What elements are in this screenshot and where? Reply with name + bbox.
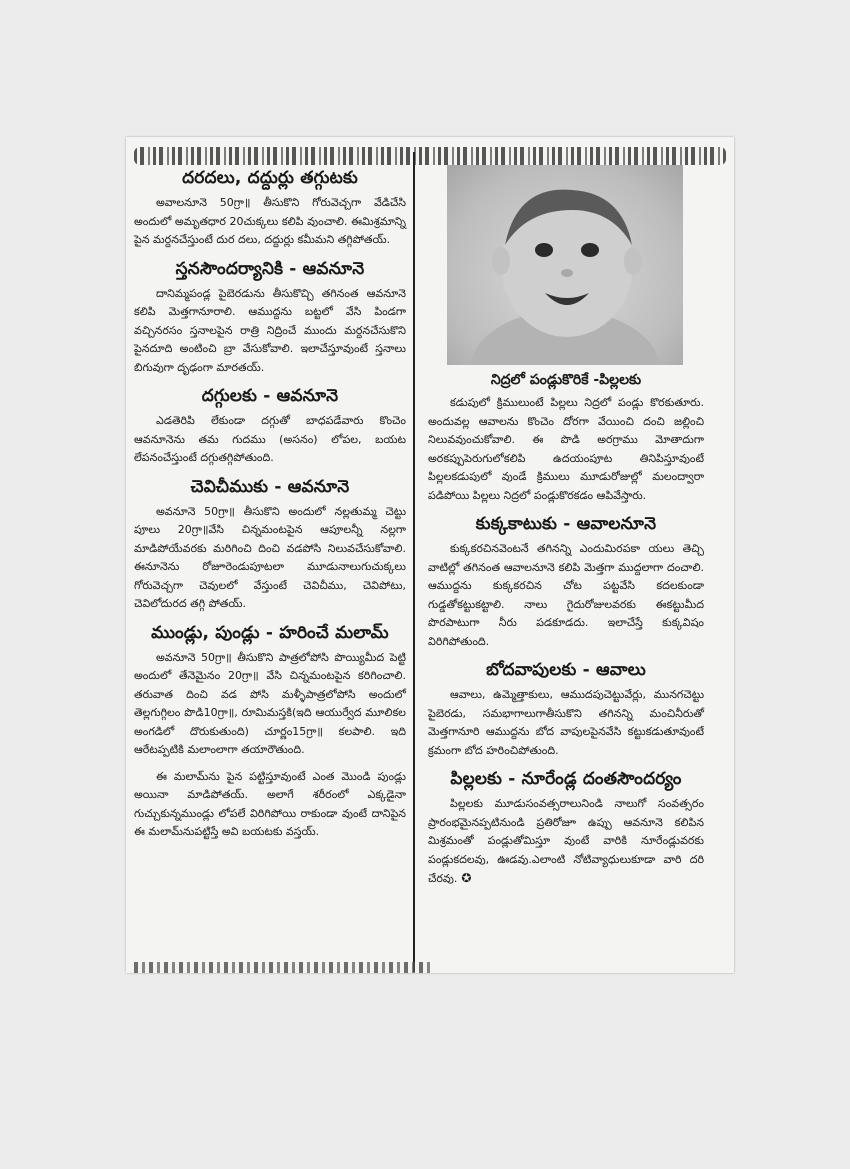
- left-column: [134, 167, 406, 850]
- heading-ear: చెవిచీముకు - ఆవనూనె: [190, 476, 350, 497]
- heading-breast: స్తనసౌందర్యానికి - ఆవనూనె: [175, 258, 365, 279]
- heading-dog-bite: కుక్కకాటుకు - ఆవాలనూనె: [475, 514, 657, 534]
- heading-elephantiasis: బోదవాపులకు - ఆవాలు: [486, 660, 646, 680]
- body-ointment-2: ఈ మలామ్‌ను పైన పట్టిస్తూవుంటే ఎంత మొండి పుండ్లు అయినా మాడిపోతయ్. అలాగే శరీరంలో ఎక్కడైనా గుచ్చుకున్నముండ్లు లోపలే విరిగిపోయి రాకుండా వుంటే దానిపైన ఈ మలామ్‌నుపట్టిస్తే అవి బయటకు వస్తయ్.: [134, 769, 406, 838]
- decorative-top-border: [134, 147, 726, 165]
- heading-rashes: దరదలు, దద్దుర్లు తగ్గుటకు: [182, 168, 358, 188]
- decorative-bottom-border: [134, 962, 430, 973]
- body-ointment: అవనూనె 50గ్రా॥ తీసుకొని పాత్రలోపోసి పొయ్యిమీద పెట్టి అందులో తేనెమైనం 20గ్రా॥ వేసి చిన్నమంటపైన కరిగించాలి. తరువాత దించి వడ పోసి మళ్ళీపాత్రలోపోసి అందులో తెల్లగుగ్గిలం పొడి10గ్రా॥, రూమిమస్తకి(ఇది ఆయుర్వేద మూలికల అంగడిలో దొరుకుతుంది) చూర్ణం15గ్రా॥ కలపాలి. ఇది ఆరేటప్పటికి మలాంలాగా తయారౌతుంది.: [134, 650, 406, 756]
- heading-cough: దగ్గులకు - ఆవనూనె: [201, 386, 339, 406]
- newspaper-clipping: [126, 137, 734, 973]
- heading-ointment: ముండ్లు, పుండ్లు - హరించే మలామ్: [151, 622, 389, 643]
- body-cough: ఎడతెరిపి లేకుండా దగ్గుతో బాధపడేవారు కొంచెం ఆవనూనెను తమ గుదము (అసనం) లోపల, బయట లేపనంచేస్తుంటే దగ్గుతగ్గిపోతుంది.: [134, 414, 406, 464]
- end-star-icon: ✪: [461, 871, 472, 885]
- baby-photo: [447, 165, 683, 365]
- body-dental-text: పిల్లలకు మూడుసంవత్సరాలునిండి నాలుగో సంవత్సరం ప్రారంభమైనప్పటినుండి ప్రతిరోజూ ఉప్పు ఆవనూనె కలిపిన మిశ్రమంతో పండ్లుతోమిస్తూ వుంటే వారికి నూరేండ్లువరకు పండ్లుకదలవు, ఊడవు.ఎలాంటి నోటివ్యాధులుకూడా వారి దరి చేరవు.: [428, 797, 704, 885]
- body-dental: [428, 795, 704, 889]
- body-ear: అవనూనె 50గ్రా॥ తీసుకొని అందులో నల్లతుమ్మ చెట్టు పూలు 20గ్రా॥వేసి చిన్నమంటపైన ఆపూలన్నీ నల్లగా మాడిపోయేవరకు మరిగించి దించి వడపోసి నిలువచేసుకోవాలి. ఈనూనెను రోజూరెండుపూటలా మూడునాలుగుచుక్కలు గోరువెచ్చగా చెవులలో వేస్తుంటే చెవిచీము, చెవిపోటు, చెవిలోదురద తగ్గి పోతయ్.: [134, 504, 406, 610]
- body-dog-bite: కుక్కకరచినవెంటనే తగినన్ని ఎందుమిరపకా యలు తెచ్చి వాటిల్లో తగినంత ఆవాలనూనె కలిపి మెత్తగా ముద్దలాగా దంచాలి. ఆముద్దను కుక్కకరచిన చోట పట్టవేసి కదలకుండా గుడ్డతోకట్టుకట్టాలి. నాలు గైదురోజులవరకు ఈకట్టుమీద పొరపాటుగా నీరు పడకూడదు. ఇలాచేస్తే కుక్కవిషం విరిగిపోతుంది.: [428, 542, 704, 648]
- baby-photo-icon: [447, 165, 683, 365]
- body-teeth-grinding: కడుపులో క్రిములుంటే పిల్లలు నిద్రలో పండ్లు కొరకుతూరు. అందువల్ల ఆవాలను కొంచెం దోరగా వేయించి దంచి జల్లించి నిలువవుంచుకోవాలి. ఈ పొడి అరగ్రాము మోతాదుగా అరకప్పుపెరుగులోకలిపి ఉదయంపూట తినిపిస్తూవుంటే పిల్లలకడుపులో వుండే క్రిములు మూడురోజుల్లో మలంద్వారా పడిపోయి పిల్లలు నిద్రలో పండ్లుకొరకడం ఆపివేస్తారు.: [428, 396, 704, 502]
- right-column: [428, 370, 704, 897]
- heading-dental: పిల్లలకు - నూరేండ్ల దంతసౌందర్యం: [450, 769, 682, 789]
- photo-caption: నిద్రలో పండ్లుకొరికే -పిల్లలకు: [490, 372, 642, 388]
- body-elephantiasis: ఆవాలు, ఉమ్మెత్తాకులు, ఆముదపుచెట్టువేర్లు, మునగచెట్టు పైబెరడు, సమభాగాలుగాతీసుకొని తగినన్ని మంచినీరుతో మెత్తగానూరి ఆముద్దను బోద వాపులపైనవేసి కట్టుకడుతూవుంటే క్రమంగా బోద హరించిపోతుంది.: [428, 688, 704, 757]
- body-rashes: అవాలనూనె 50గ్రా॥ తీసుకొని గోరువెచ్చగా వేడిచేసి అందులో అమృతధార 20చుక్కలు కలిపి వుంచాలి. ఈమిశ్రమాన్ని పైన మర్దనచేస్తుంటే దుర దలు, దద్దుర్లు కమీమని తగ్గిపోతయ్.: [134, 196, 406, 246]
- body-breast: దానిమ్మపండ్ల పైబెరడును తీసుకొచ్చి తగినంత ఆవనూనె కలిపి మెత్తగానూరాలి. ఆముద్దను బట్టలో వేసి పిండగా వచ్చినరసం స్తనాలపైన రాత్రి నిద్రించే ముందు మర్దనచేసుకొని పైనదూది అంటించి బ్రా వేసుకోవాలి. ఇలాచేస్తూవుంటే స్తనాలు బిగువుగా దృఢంగా మారతయ్.: [134, 286, 406, 374]
- column-divider: [413, 152, 415, 972]
